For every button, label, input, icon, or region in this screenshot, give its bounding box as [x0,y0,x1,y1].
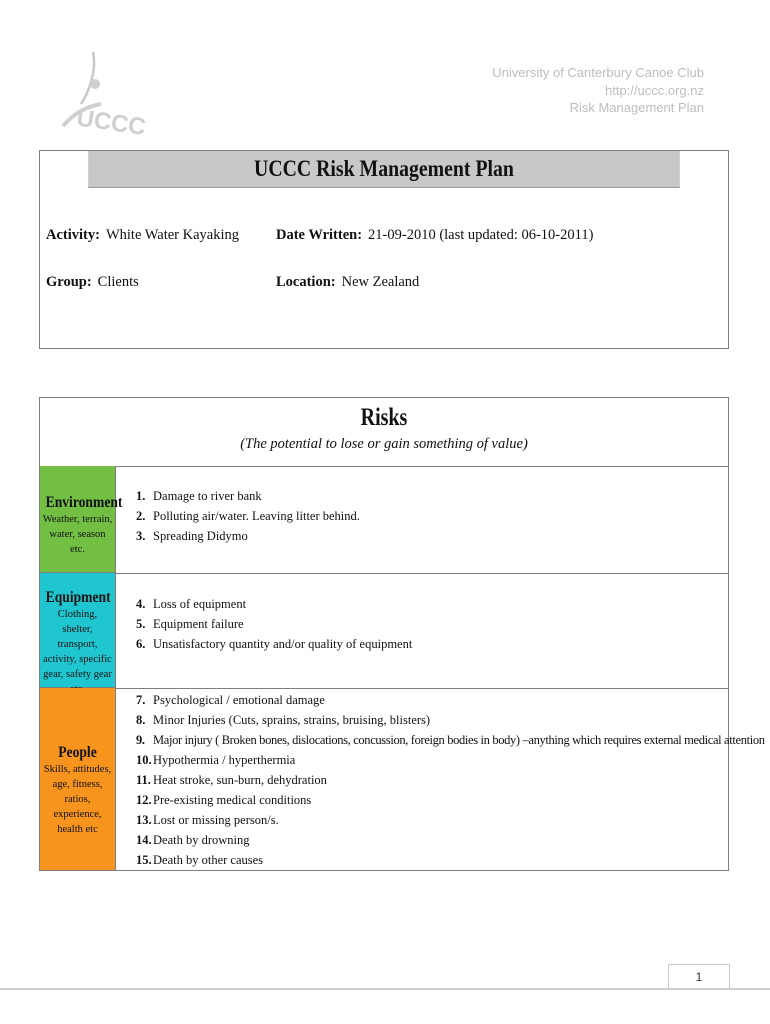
risk-list-equipment [136,594,412,654]
category-name: Environment [45,494,123,511]
list-item: 3. Spreading Didymo [136,529,248,543]
risks-header [40,398,728,467]
risks-table [39,397,765,871]
location-label: Location: [276,274,336,290]
list-item: 8. Minor Injuries (Cuts, sprains, strains, bruising, blisters) [136,713,431,727]
category-people [40,688,116,870]
list-item: 6. Unsatisfactory quantity and/or quality of equipment [136,637,413,651]
list-item: 10.Hypothermia / hyperthermia [136,753,296,767]
group-field [46,274,139,291]
doc-name: Risk Management Plan [569,100,704,115]
list-item: 7. Psychological / emotional damage [136,693,325,707]
page-number: 1 [668,964,730,989]
list-item: 12.Pre-existing medical conditions [136,793,312,807]
date-value: 21-09-2010 (last updated: 06-10-2011) [368,227,594,243]
list-item: 5. Equipment failure [136,617,244,631]
date-label: Date Written: [276,227,363,243]
org-name: University of Canterbury Canoe Club [492,65,704,80]
list-item: 9. Major injury ( Broken bones, dislocations, concussion, foreign bodies in body) –anything which requires external medical attention [136,733,765,747]
org-url[interactable]: http://uccc.org.nz [605,82,704,98]
location-field [276,274,419,291]
category-environment [40,466,123,573]
date-field [276,227,593,244]
activity-value: White Water Kayaking [105,227,239,243]
list-item: 4. Loss of equipment [136,597,247,611]
list-item: 1. Damage to river bank [136,489,262,503]
activity-label: Activity: [46,227,100,243]
risks-subtitle: (The potential to lose or gain something of value) [240,436,528,452]
risks-title: Risks [360,404,408,431]
header-info [492,64,704,117]
row-divider [116,573,728,574]
list-item: 13.Lost or missing person/s. [136,813,279,827]
category-equipment [40,573,116,688]
list-item: 11. Heat stroke, sun-burn, dehydration [136,773,327,787]
list-item: 14.Death by drowning [136,833,250,847]
list-item: 15.Death by other causes [136,853,264,867]
category-name: People [58,744,97,761]
row-divider [116,688,728,689]
activity-field [46,227,239,244]
list-item: 2. Polluting air/water. Leaving litter behind. [136,509,360,523]
risk-list-environment [136,486,360,546]
category-name: Equipment [45,589,111,606]
category-desc: Weather, terrain, water, season etc. [42,514,113,555]
category-desc: Skills, attitudes, age, fitness, ratios, experience, health etc [43,764,112,835]
svg-text:UCCC: UCCC [74,104,148,141]
uccc-logo [55,48,148,141]
risk-list-people [136,690,765,870]
footer-divider [0,988,770,990]
category-desc: Clothing, shelter, transport, activity, specific gear, safety gear [43,609,112,680]
group-value: Clients [97,274,139,290]
group-label: Group: [46,274,92,290]
plan-info-box [39,150,729,349]
plan-title: UCCC Risk Management Plan [88,151,680,188]
location-value: New Zealand [341,274,420,290]
